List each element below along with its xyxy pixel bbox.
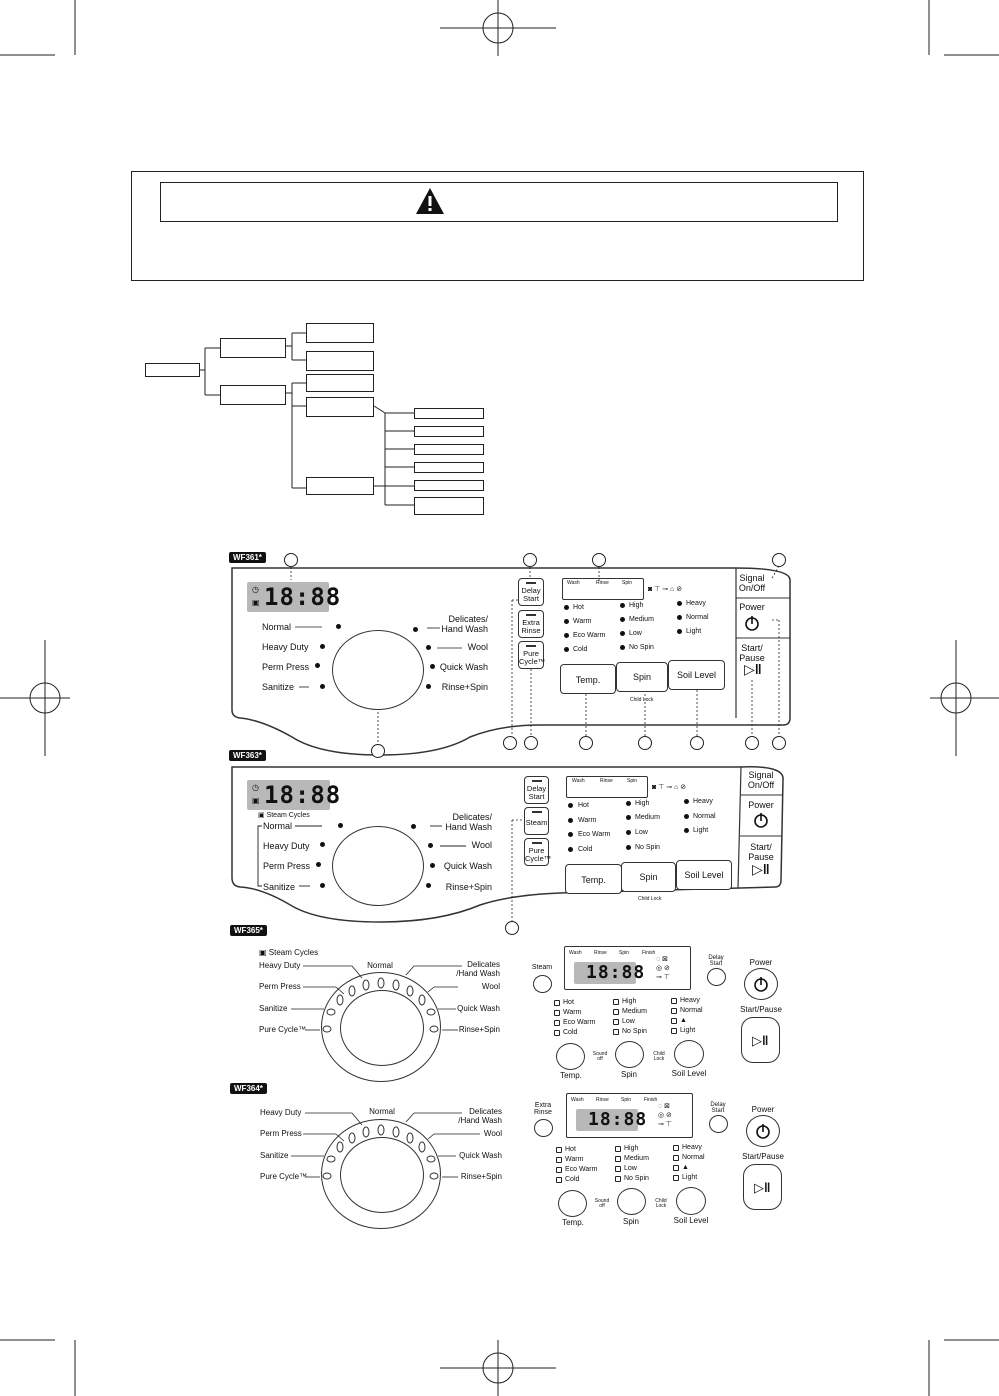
soil-level-knob[interactable] <box>676 1187 706 1215</box>
cycle-quick-wash: Quick Wash <box>459 1151 502 1160</box>
status-rinse: Rinse <box>596 1097 609 1103</box>
soil-normal: Normal <box>680 1007 703 1014</box>
cycle-quick-wash: Quick Wash <box>457 1004 500 1013</box>
soil-heavy: Heavy <box>682 1144 702 1151</box>
cycle-wool: Wool <box>483 1129 502 1138</box>
soil-led <box>673 1155 679 1161</box>
cycle-rinse-spin: Rinse+Spin <box>458 1025 500 1034</box>
status-spin: Spin <box>619 950 630 956</box>
spin-low: Low <box>629 630 642 637</box>
soil-normal: Normal <box>686 614 709 621</box>
cycle-wool: Wool <box>481 982 500 991</box>
cycle-delicates: Delicates /Hand Wash <box>458 1107 502 1125</box>
temp-knob[interactable] <box>558 1190 587 1217</box>
model-tag-wf365: WF365* <box>230 925 267 936</box>
spin-no-spin: No Spin <box>635 844 660 851</box>
status-spin: Spin <box>627 778 638 784</box>
temp-led <box>556 1147 562 1153</box>
spin-led <box>615 1156 621 1162</box>
cycle-rinse-spin: Rinse+Spin <box>460 1172 502 1181</box>
cycle-normal: Normal <box>262 622 292 632</box>
lcd-digits: 18:88 <box>264 781 342 809</box>
model-tag-wf361: WF361* <box>229 552 266 563</box>
status-icons: ◌ ⊠ ◎ ⊘ ⊸ ⊤ <box>656 956 670 981</box>
child-lock-label: Child Lock <box>653 1051 665 1062</box>
soil-led <box>673 1145 679 1151</box>
cycle-normal: Normal <box>367 961 393 970</box>
status-spin: Spin <box>622 580 633 586</box>
lock-icon: ▣ <box>252 796 260 805</box>
status-icons: ◌ ⊠ ◎ ⊘ ⊸ ⊤ <box>658 1103 672 1128</box>
clock-icon: ◷ <box>252 585 259 594</box>
power-icon <box>754 1122 772 1140</box>
extra-rinse-label: Extra Rinse <box>534 1102 552 1116</box>
cycle-perm-press: Perm Press <box>260 1129 302 1138</box>
soil-level-button[interactable]: Soil Level <box>668 660 725 690</box>
child-lock-label: Child Lock <box>630 697 654 703</box>
lcd-digits: 18:88 <box>586 962 646 983</box>
child-lock-label: Child Lock <box>655 1198 667 1209</box>
cycle-sanitize: Sanitize <box>263 882 296 892</box>
cycle-pure-cycle: Pure Cycle™ <box>260 1172 308 1181</box>
delay-start-button[interactable]: Delay Start <box>518 578 544 606</box>
soil-light: Light <box>693 827 709 834</box>
temp-warm: Warm <box>565 1156 584 1163</box>
temp-cold: Cold <box>573 646 588 653</box>
spin-led <box>615 1146 621 1152</box>
cycle-sanitize: Sanitize <box>260 1151 289 1160</box>
child-lock-label: Child Lock <box>638 896 662 902</box>
play-pause-icon[interactable]: ▷‖ <box>744 661 762 677</box>
cycle-sanitize: Sanitize <box>259 1004 288 1013</box>
status-rinse: Rinse <box>594 950 607 956</box>
soil-normal: Normal <box>682 1154 705 1161</box>
soil-up: ▲ <box>682 1164 689 1171</box>
extra-rinse-button[interactable]: Extra Rinse <box>518 610 544 638</box>
temp-button[interactable]: Temp. <box>560 664 616 694</box>
start-pause-label: Start/ Pause <box>748 842 774 862</box>
spin-medium: Medium <box>629 616 654 623</box>
soil-up: ▲ <box>680 1017 687 1024</box>
start-pause-label: Start/Pause <box>740 1005 782 1014</box>
status-finish: Finish <box>642 950 656 956</box>
status-wash: Wash <box>567 580 580 586</box>
temp-cold: Cold <box>565 1176 580 1183</box>
cycle-rinse-spin: Rinse+Spin <box>445 882 492 892</box>
clock-icon: ◷ <box>252 783 259 792</box>
soil-level-button[interactable]: Soil Level <box>676 860 732 890</box>
soil-led <box>673 1165 679 1171</box>
soil-led <box>673 1175 679 1181</box>
play-pause-icon: ▷‖ <box>752 1033 769 1048</box>
soil-light: Light <box>682 1174 698 1181</box>
soil-heavy: Heavy <box>680 997 700 1004</box>
spin-label: Spin <box>620 1070 638 1079</box>
spin-no-spin: No Spin <box>622 1028 647 1035</box>
temp-hot: Hot <box>563 999 574 1006</box>
play-pause-icon[interactable]: ▷‖ <box>752 861 770 877</box>
power-label: Power <box>751 1105 775 1114</box>
temp-led <box>556 1167 562 1173</box>
spin-button[interactable]: Spin <box>621 862 676 892</box>
soil-light: Light <box>680 1027 696 1034</box>
spin-medium: Medium <box>635 814 660 821</box>
temp-eco-warm: Eco Warm <box>563 1019 596 1026</box>
spin-knob[interactable] <box>617 1188 646 1215</box>
lcd-digits: 18:88 <box>588 1109 648 1130</box>
spin-button[interactable]: Spin <box>616 662 668 692</box>
sound-off-label: Sound off <box>594 1198 610 1209</box>
model-tag-wf364: WF364* <box>230 1083 267 1094</box>
spin-high: High <box>622 998 637 1005</box>
start-pause-label: Start/Pause <box>742 1152 784 1161</box>
cycle-pure-cycle: Pure Cycle™ <box>259 1025 307 1034</box>
spin-medium: Medium <box>622 1008 647 1015</box>
cycle-quick-wash: Quick Wash <box>443 861 492 871</box>
cycle-rinse-spin: Rinse+Spin <box>441 682 488 692</box>
start-pause-label: Start/ Pause <box>739 643 765 663</box>
temp-hot: Hot <box>578 802 589 809</box>
cycle-perm-press: Perm Press <box>259 982 301 991</box>
lcd-digits: 18:88 <box>264 583 342 611</box>
temp-led <box>556 1177 562 1183</box>
cycle-delicates: Delicates /Hand Wash <box>456 960 500 978</box>
delay-start-button[interactable] <box>709 1115 728 1133</box>
status-rinse: Rinse <box>600 778 613 784</box>
spin-low: Low <box>635 829 648 836</box>
pure-cycle-button[interactable]: Pure Cycle™ <box>524 838 549 866</box>
soil-level-label: Soil Level <box>673 1216 709 1225</box>
temp-label: Temp. <box>560 1071 582 1080</box>
cycle-heavy-duty: Heavy Duty <box>263 841 310 851</box>
cycle-wool: Wool <box>467 642 488 652</box>
soil-normal: Normal <box>693 813 716 820</box>
temp-button[interactable]: Temp. <box>565 864 622 894</box>
temp-eco-warm: Eco Warm <box>565 1166 598 1173</box>
delay-start-label: Delay Start <box>708 955 724 967</box>
cycle-delicates: Delicates/ Hand Wash <box>445 812 492 832</box>
power-label: Power <box>739 602 765 612</box>
cycle-perm-press: Perm Press <box>263 861 311 871</box>
spin-label: Spin <box>622 1217 640 1226</box>
status-wash: Wash <box>571 1097 584 1103</box>
temp-cold: Cold <box>578 846 593 853</box>
status-spin: Spin <box>621 1097 632 1103</box>
spin-high: High <box>624 1145 639 1152</box>
spin-medium: Medium <box>624 1155 649 1162</box>
cycle-heavy-duty: Heavy Duty <box>260 1108 302 1117</box>
cycle-perm-press: Perm Press <box>262 662 310 672</box>
pure-cycle-button[interactable]: Pure Cycle™ <box>518 641 544 669</box>
signal-on-off-button[interactable]: Signal On/Off <box>738 573 766 593</box>
cycle-quick-wash: Quick Wash <box>439 662 488 672</box>
temp-cold: Cold <box>563 1029 578 1036</box>
soil-heavy: Heavy <box>693 798 713 805</box>
steam-cycles-label: ▣ Steam Cycles <box>258 812 310 819</box>
temp-label: Temp. <box>562 1218 584 1227</box>
extra-rinse-button[interactable] <box>534 1119 553 1137</box>
temp-eco-warm: Eco Warm <box>573 632 606 639</box>
spin-high: High <box>635 800 650 807</box>
power-label: Power <box>748 800 774 810</box>
status-wash: Wash <box>572 778 585 784</box>
cycle-wool: Wool <box>471 840 492 850</box>
temp-hot: Hot <box>565 1146 576 1153</box>
temp-led <box>556 1157 562 1163</box>
steam-label: Steam <box>531 964 553 971</box>
spin-high: High <box>629 602 644 609</box>
soil-light: Light <box>686 628 702 635</box>
temp-warm: Warm <box>578 817 597 824</box>
sound-off-label: Sound off <box>592 1051 608 1062</box>
cycle-heavy-duty: Heavy Duty <box>262 642 309 652</box>
signal-on-off-button[interactable]: Signal On/Off <box>747 770 775 790</box>
temp-warm: Warm <box>563 1009 582 1016</box>
status-icons: ◙ ⊤ ⊸ ⌂ ⊘ <box>652 784 687 791</box>
spin-led <box>615 1166 621 1172</box>
spin-led <box>615 1176 621 1182</box>
steam-button[interactable]: Steam <box>524 807 549 835</box>
spin-no-spin: No Spin <box>624 1175 649 1182</box>
steam-cycles-label: ▣ Steam Cycles <box>259 948 319 957</box>
cycle-heavy-duty: Heavy Duty <box>259 961 301 970</box>
play-pause-icon: ▷‖ <box>754 1180 771 1195</box>
status-icons: ◙ ⊤ ⊸ ⌂ ⊘ <box>648 586 683 593</box>
spin-no-spin: No Spin <box>629 644 654 651</box>
temp-hot: Hot <box>573 604 584 611</box>
delay-start-label: Delay Start <box>710 1102 726 1114</box>
cycle-sanitize: Sanitize <box>262 682 295 692</box>
model-tag-wf363: WF363* <box>229 750 266 761</box>
spin-low: Low <box>624 1165 637 1172</box>
cycle-normal: Normal <box>369 1107 395 1116</box>
lock-icon: ▣ <box>252 598 260 607</box>
spin-low: Low <box>622 1018 635 1025</box>
soil-heavy: Heavy <box>686 600 706 607</box>
cycle-delicates: Delicates/ Hand Wash <box>441 614 488 634</box>
temp-eco-warm: Eco Warm <box>578 831 611 838</box>
status-rinse: Rinse <box>596 580 609 586</box>
soil-level-label: Soil Level <box>671 1069 707 1078</box>
status-finish: Finish <box>644 1097 658 1103</box>
status-wash: Wash <box>569 950 582 956</box>
cycle-normal: Normal <box>263 821 293 831</box>
power-label: Power <box>749 958 773 967</box>
delay-start-button[interactable]: Delay Start <box>524 776 549 804</box>
temp-warm: Warm <box>573 618 592 625</box>
